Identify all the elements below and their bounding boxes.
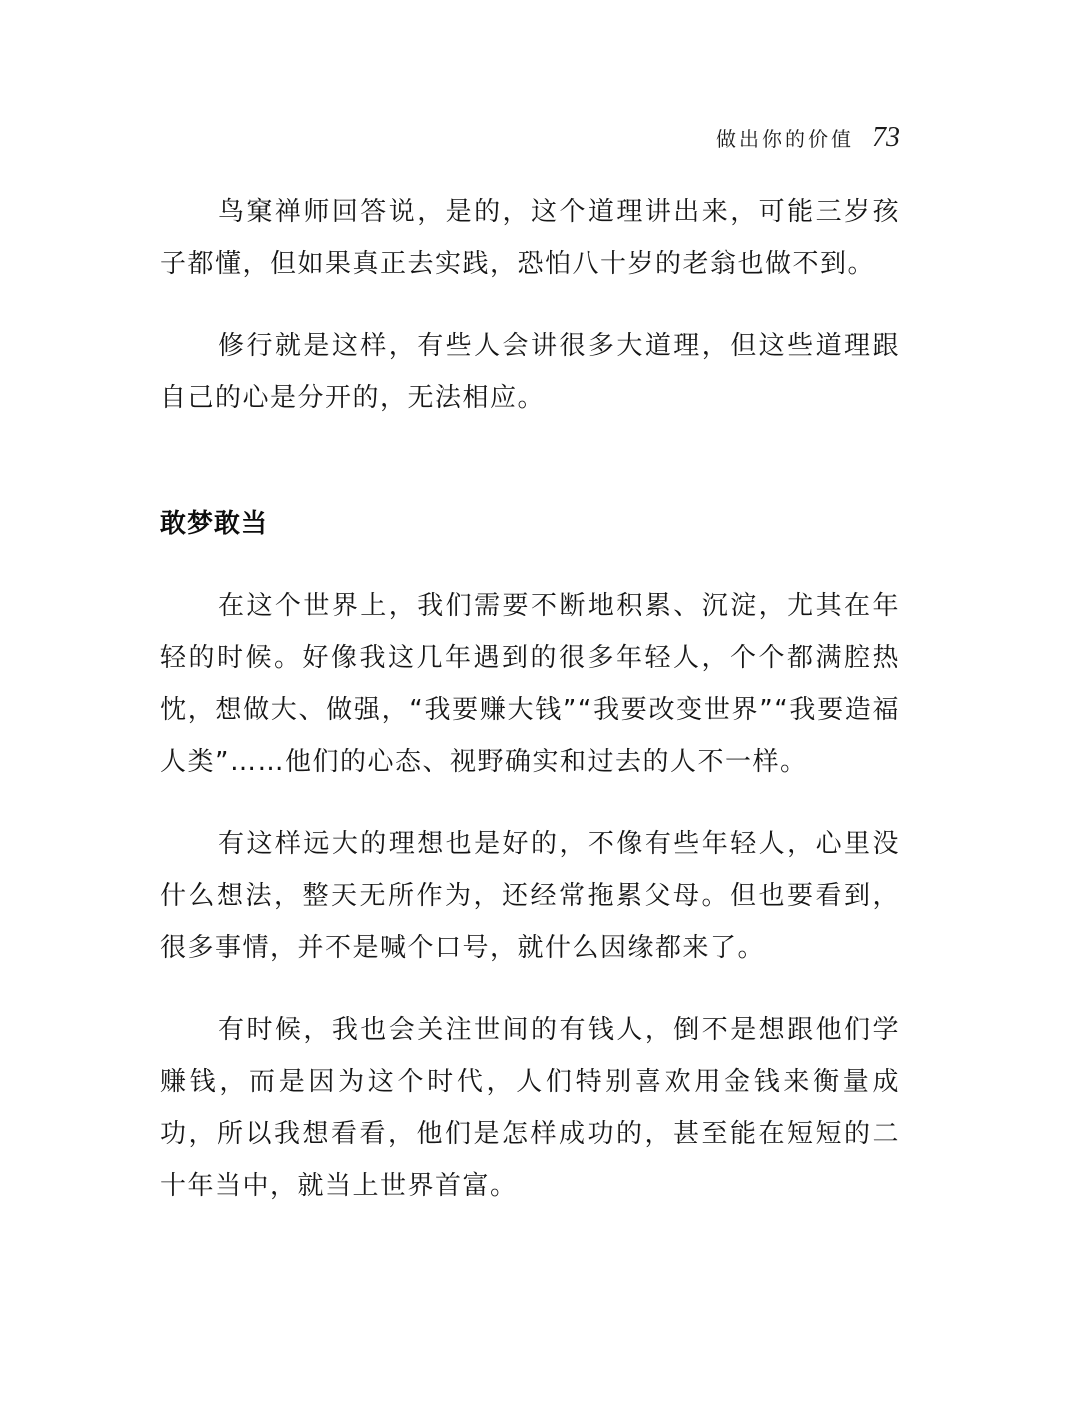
page-body: [160, 186, 900, 1212]
paragraph: 有时候，我也会关注世间的有钱人，倒不是想跟他们学赚钱，而是因为这个时代，人们特别喜欢用金钱来衡量成功，所以我想看看，他们是怎样成功的，甚至能在短短的二十年当中，就当上世界首富。: [160, 1015, 900, 1201]
paragraph: 鸟窠禅师回答说，是的，这个道理讲出来，可能三岁孩子都懂，但如果真正去实践，恐怕八十岁的老翁也做不到。: [160, 197, 900, 279]
paragraph: 有这样远大的理想也是好的，不像有些年轻人，心里没什么想法，整天无所作为，还经常拖累父母。但也要看到，很多事情，并不是喊个口号，就什么因缘都来了。: [160, 829, 900, 963]
section-heading: 敢梦敢当: [160, 509, 269, 539]
chapter-title: 做出你的价值: [716, 127, 854, 151]
paragraph: 在这个世界上，我们需要不断地积累、沉淀，尤其在年轻的时候。好像我这几年遇到的很多年轻人，个个都满腔热忱，想做大、做强，“我要赚大钱”“我要改变世界”“我要造福人类”……他们的心态、视野确实和过去的人不一样。: [160, 591, 900, 777]
paragraph: 修行就是这样，有些人会讲很多大道理，但这些道理跟自己的心是分开的，无法相应。: [160, 331, 900, 413]
running-header: [716, 122, 900, 154]
page-number: 73: [872, 122, 900, 153]
